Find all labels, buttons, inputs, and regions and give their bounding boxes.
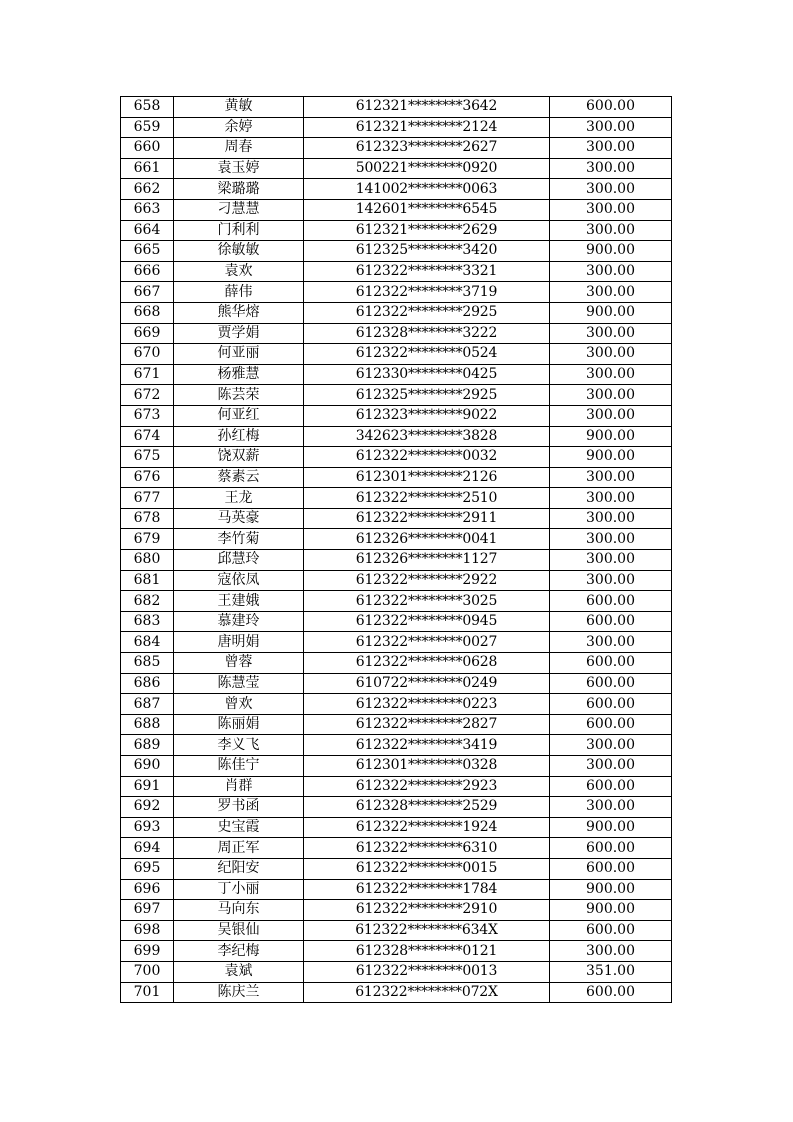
table-row bbox=[121, 858, 672, 879]
table-row bbox=[121, 405, 672, 426]
table-row bbox=[121, 838, 672, 859]
person-name-cell: 门利利 bbox=[174, 220, 304, 241]
row-number-cell: 673 bbox=[121, 405, 174, 426]
table-row bbox=[121, 508, 672, 529]
id-number-cell: 612322********0524 bbox=[304, 344, 550, 365]
table-row bbox=[121, 323, 672, 344]
person-name-cell: 余婷 bbox=[174, 117, 304, 138]
person-name-cell: 袁玉婷 bbox=[174, 158, 304, 179]
amount-cell: 600.00 bbox=[550, 653, 672, 674]
row-number-cell: 700 bbox=[121, 961, 174, 982]
id-number-cell: 612322********3321 bbox=[304, 261, 550, 282]
table-row bbox=[121, 776, 672, 797]
table-row bbox=[121, 550, 672, 571]
id-number-cell: 612322********2923 bbox=[304, 776, 550, 797]
table-row bbox=[121, 673, 672, 694]
row-number-cell: 669 bbox=[121, 323, 174, 344]
person-name-cell: 袁斌 bbox=[174, 961, 304, 982]
row-number-cell: 686 bbox=[121, 673, 174, 694]
row-number-cell: 658 bbox=[121, 97, 174, 118]
amount-cell: 300.00 bbox=[550, 323, 672, 344]
row-number-cell: 660 bbox=[121, 138, 174, 159]
person-name-cell: 陈慧莹 bbox=[174, 673, 304, 694]
person-name-cell: 李纪梅 bbox=[174, 941, 304, 962]
id-number-cell: 612322********1924 bbox=[304, 817, 550, 838]
row-number-cell: 685 bbox=[121, 653, 174, 674]
id-number-cell: 612326********0041 bbox=[304, 529, 550, 550]
row-number-cell: 701 bbox=[121, 982, 174, 1003]
id-number-cell: 612322********0015 bbox=[304, 858, 550, 879]
amount-cell: 300.00 bbox=[550, 179, 672, 200]
table-row bbox=[121, 632, 672, 653]
amount-cell: 600.00 bbox=[550, 591, 672, 612]
person-name-cell: 熊华熔 bbox=[174, 302, 304, 323]
person-name-cell: 陈芸荣 bbox=[174, 385, 304, 406]
row-number-cell: 662 bbox=[121, 179, 174, 200]
amount-cell: 300.00 bbox=[550, 344, 672, 365]
payment-table-body bbox=[121, 97, 672, 1003]
row-number-cell: 680 bbox=[121, 550, 174, 571]
table-row bbox=[121, 302, 672, 323]
row-number-cell: 682 bbox=[121, 591, 174, 612]
amount-cell: 300.00 bbox=[550, 364, 672, 385]
id-number-cell: 500221********0920 bbox=[304, 158, 550, 179]
row-number-cell: 698 bbox=[121, 920, 174, 941]
id-number-cell: 610722********0249 bbox=[304, 673, 550, 694]
amount-cell: 300.00 bbox=[550, 529, 672, 550]
person-name-cell: 吴银仙 bbox=[174, 920, 304, 941]
person-name-cell: 贾学娟 bbox=[174, 323, 304, 344]
table-row bbox=[121, 879, 672, 900]
id-number-cell: 612322********3719 bbox=[304, 282, 550, 303]
row-number-cell: 683 bbox=[121, 611, 174, 632]
row-number-cell: 659 bbox=[121, 117, 174, 138]
row-number-cell: 678 bbox=[121, 508, 174, 529]
id-number-cell: 612325********2925 bbox=[304, 385, 550, 406]
id-number-cell: 612325********3420 bbox=[304, 241, 550, 262]
person-name-cell: 罗书函 bbox=[174, 797, 304, 818]
table-row bbox=[121, 282, 672, 303]
id-number-cell: 612323********2627 bbox=[304, 138, 550, 159]
table-row bbox=[121, 261, 672, 282]
amount-cell: 300.00 bbox=[550, 508, 672, 529]
person-name-cell: 王龙 bbox=[174, 488, 304, 509]
person-name-cell: 丁小丽 bbox=[174, 879, 304, 900]
amount-cell: 300.00 bbox=[550, 632, 672, 653]
table-row bbox=[121, 570, 672, 591]
row-number-cell: 688 bbox=[121, 714, 174, 735]
table-row bbox=[121, 117, 672, 138]
person-name-cell: 何亚红 bbox=[174, 405, 304, 426]
amount-cell: 900.00 bbox=[550, 302, 672, 323]
amount-cell: 900.00 bbox=[550, 900, 672, 921]
row-number-cell: 665 bbox=[121, 241, 174, 262]
id-number-cell: 612301********2126 bbox=[304, 467, 550, 488]
id-number-cell: 612326********1127 bbox=[304, 550, 550, 571]
row-number-cell: 699 bbox=[121, 941, 174, 962]
person-name-cell: 纪阳安 bbox=[174, 858, 304, 879]
id-number-cell: 612322********0027 bbox=[304, 632, 550, 653]
row-number-cell: 666 bbox=[121, 261, 174, 282]
amount-cell: 600.00 bbox=[550, 776, 672, 797]
person-name-cell: 马英豪 bbox=[174, 508, 304, 529]
person-name-cell: 蔡素云 bbox=[174, 467, 304, 488]
amount-cell: 600.00 bbox=[550, 611, 672, 632]
id-number-cell: 612323********9022 bbox=[304, 405, 550, 426]
amount-cell: 900.00 bbox=[550, 817, 672, 838]
amount-cell: 300.00 bbox=[550, 282, 672, 303]
id-number-cell: 612321********2629 bbox=[304, 220, 550, 241]
amount-cell: 600.00 bbox=[550, 982, 672, 1003]
id-number-cell: 612322********6310 bbox=[304, 838, 550, 859]
row-number-cell: 664 bbox=[121, 220, 174, 241]
amount-cell: 600.00 bbox=[550, 694, 672, 715]
table-row bbox=[121, 756, 672, 777]
amount-cell: 300.00 bbox=[550, 158, 672, 179]
row-number-cell: 672 bbox=[121, 385, 174, 406]
row-number-cell: 692 bbox=[121, 797, 174, 818]
row-number-cell: 674 bbox=[121, 426, 174, 447]
person-name-cell: 王建娥 bbox=[174, 591, 304, 612]
row-number-cell: 679 bbox=[121, 529, 174, 550]
amount-cell: 900.00 bbox=[550, 241, 672, 262]
person-name-cell: 周春 bbox=[174, 138, 304, 159]
id-number-cell: 612328********0121 bbox=[304, 941, 550, 962]
table-row bbox=[121, 611, 672, 632]
table-row bbox=[121, 364, 672, 385]
row-number-cell: 667 bbox=[121, 282, 174, 303]
table-row bbox=[121, 199, 672, 220]
id-number-cell: 612322********0032 bbox=[304, 447, 550, 468]
person-name-cell: 梁璐璐 bbox=[174, 179, 304, 200]
person-name-cell: 刁慧慧 bbox=[174, 199, 304, 220]
id-number-cell: 141002********0063 bbox=[304, 179, 550, 200]
row-number-cell: 670 bbox=[121, 344, 174, 365]
amount-cell: 300.00 bbox=[550, 756, 672, 777]
id-number-cell: 612322********3419 bbox=[304, 735, 550, 756]
row-number-cell: 696 bbox=[121, 879, 174, 900]
id-number-cell: 612321********2124 bbox=[304, 117, 550, 138]
amount-cell: 600.00 bbox=[550, 920, 672, 941]
table-row bbox=[121, 961, 672, 982]
person-name-cell: 唐明娟 bbox=[174, 632, 304, 653]
row-number-cell: 663 bbox=[121, 199, 174, 220]
row-number-cell: 677 bbox=[121, 488, 174, 509]
id-number-cell: 612328********3222 bbox=[304, 323, 550, 344]
amount-cell: 300.00 bbox=[550, 488, 672, 509]
row-number-cell: 681 bbox=[121, 570, 174, 591]
table-row bbox=[121, 447, 672, 468]
id-number-cell: 612322********2925 bbox=[304, 302, 550, 323]
amount-cell: 300.00 bbox=[550, 138, 672, 159]
id-number-cell: 612322********072X bbox=[304, 982, 550, 1003]
row-number-cell: 689 bbox=[121, 735, 174, 756]
id-number-cell: 142601********6545 bbox=[304, 199, 550, 220]
amount-cell: 600.00 bbox=[550, 714, 672, 735]
amount-cell: 300.00 bbox=[550, 117, 672, 138]
table-row bbox=[121, 735, 672, 756]
person-name-cell: 李义飞 bbox=[174, 735, 304, 756]
person-name-cell: 袁欢 bbox=[174, 261, 304, 282]
table-row bbox=[121, 179, 672, 200]
row-number-cell: 694 bbox=[121, 838, 174, 859]
table-row bbox=[121, 467, 672, 488]
table-row bbox=[121, 158, 672, 179]
id-number-cell: 612322********2510 bbox=[304, 488, 550, 509]
person-name-cell: 何亚丽 bbox=[174, 344, 304, 365]
table-row bbox=[121, 529, 672, 550]
row-number-cell: 691 bbox=[121, 776, 174, 797]
table-row bbox=[121, 97, 672, 118]
table-row bbox=[121, 941, 672, 962]
person-name-cell: 慕建玲 bbox=[174, 611, 304, 632]
row-number-cell: 697 bbox=[121, 900, 174, 921]
id-number-cell: 612322********2911 bbox=[304, 508, 550, 529]
amount-cell: 600.00 bbox=[550, 673, 672, 694]
person-name-cell: 曾蓉 bbox=[174, 653, 304, 674]
amount-cell: 300.00 bbox=[550, 261, 672, 282]
person-name-cell: 史宝霞 bbox=[174, 817, 304, 838]
person-name-cell: 孙红梅 bbox=[174, 426, 304, 447]
table-row bbox=[121, 900, 672, 921]
person-name-cell: 徐敏敏 bbox=[174, 241, 304, 262]
table-row bbox=[121, 138, 672, 159]
table-row bbox=[121, 653, 672, 674]
table-row bbox=[121, 385, 672, 406]
id-number-cell: 612301********0328 bbox=[304, 756, 550, 777]
row-number-cell: 661 bbox=[121, 158, 174, 179]
table-row bbox=[121, 797, 672, 818]
amount-cell: 900.00 bbox=[550, 426, 672, 447]
person-name-cell: 肖群 bbox=[174, 776, 304, 797]
table-row bbox=[121, 714, 672, 735]
id-number-cell: 612322********0223 bbox=[304, 694, 550, 715]
id-number-cell: 612322********3025 bbox=[304, 591, 550, 612]
amount-cell: 300.00 bbox=[550, 405, 672, 426]
amount-cell: 600.00 bbox=[550, 97, 672, 118]
table-row bbox=[121, 694, 672, 715]
person-name-cell: 黄敏 bbox=[174, 97, 304, 118]
amount-cell: 600.00 bbox=[550, 838, 672, 859]
amount-cell: 900.00 bbox=[550, 447, 672, 468]
id-number-cell: 612322********1784 bbox=[304, 879, 550, 900]
amount-cell: 600.00 bbox=[550, 858, 672, 879]
person-name-cell: 寇依凤 bbox=[174, 570, 304, 591]
row-number-cell: 676 bbox=[121, 467, 174, 488]
person-name-cell: 马向东 bbox=[174, 900, 304, 921]
id-number-cell: 612322********0013 bbox=[304, 961, 550, 982]
id-number-cell: 612330********0425 bbox=[304, 364, 550, 385]
amount-cell: 300.00 bbox=[550, 220, 672, 241]
row-number-cell: 695 bbox=[121, 858, 174, 879]
amount-cell: 300.00 bbox=[550, 735, 672, 756]
row-number-cell: 684 bbox=[121, 632, 174, 653]
table-row bbox=[121, 426, 672, 447]
payment-table bbox=[120, 96, 672, 1003]
id-number-cell: 612328********2529 bbox=[304, 797, 550, 818]
person-name-cell: 邱慧玲 bbox=[174, 550, 304, 571]
id-number-cell: 612322********634X bbox=[304, 920, 550, 941]
row-number-cell: 675 bbox=[121, 447, 174, 468]
id-number-cell: 612322********2827 bbox=[304, 714, 550, 735]
table-row bbox=[121, 344, 672, 365]
amount-cell: 300.00 bbox=[550, 797, 672, 818]
id-number-cell: 342623********3828 bbox=[304, 426, 550, 447]
table-row bbox=[121, 982, 672, 1003]
amount-cell: 300.00 bbox=[550, 467, 672, 488]
amount-cell: 900.00 bbox=[550, 879, 672, 900]
amount-cell: 351.00 bbox=[550, 961, 672, 982]
table-row bbox=[121, 817, 672, 838]
amount-cell: 300.00 bbox=[550, 941, 672, 962]
amount-cell: 300.00 bbox=[550, 570, 672, 591]
table-row bbox=[121, 920, 672, 941]
person-name-cell: 陈丽娟 bbox=[174, 714, 304, 735]
person-name-cell: 曾欢 bbox=[174, 694, 304, 715]
id-number-cell: 612322********0945 bbox=[304, 611, 550, 632]
row-number-cell: 671 bbox=[121, 364, 174, 385]
person-name-cell: 陈庆兰 bbox=[174, 982, 304, 1003]
table-row bbox=[121, 488, 672, 509]
amount-cell: 300.00 bbox=[550, 550, 672, 571]
row-number-cell: 693 bbox=[121, 817, 174, 838]
person-name-cell: 陈佳宁 bbox=[174, 756, 304, 777]
table-row bbox=[121, 220, 672, 241]
person-name-cell: 杨雅慧 bbox=[174, 364, 304, 385]
person-name-cell: 李竹菊 bbox=[174, 529, 304, 550]
amount-cell: 300.00 bbox=[550, 199, 672, 220]
person-name-cell: 饶双薪 bbox=[174, 447, 304, 468]
person-name-cell: 周正军 bbox=[174, 838, 304, 859]
id-number-cell: 612322********2922 bbox=[304, 570, 550, 591]
id-number-cell: 612322********0628 bbox=[304, 653, 550, 674]
person-name-cell: 薛伟 bbox=[174, 282, 304, 303]
row-number-cell: 687 bbox=[121, 694, 174, 715]
amount-cell: 300.00 bbox=[550, 385, 672, 406]
id-number-cell: 612322********2910 bbox=[304, 900, 550, 921]
id-number-cell: 612321********3642 bbox=[304, 97, 550, 118]
row-number-cell: 668 bbox=[121, 302, 174, 323]
row-number-cell: 690 bbox=[121, 756, 174, 777]
table-row bbox=[121, 591, 672, 612]
table-row bbox=[121, 241, 672, 262]
